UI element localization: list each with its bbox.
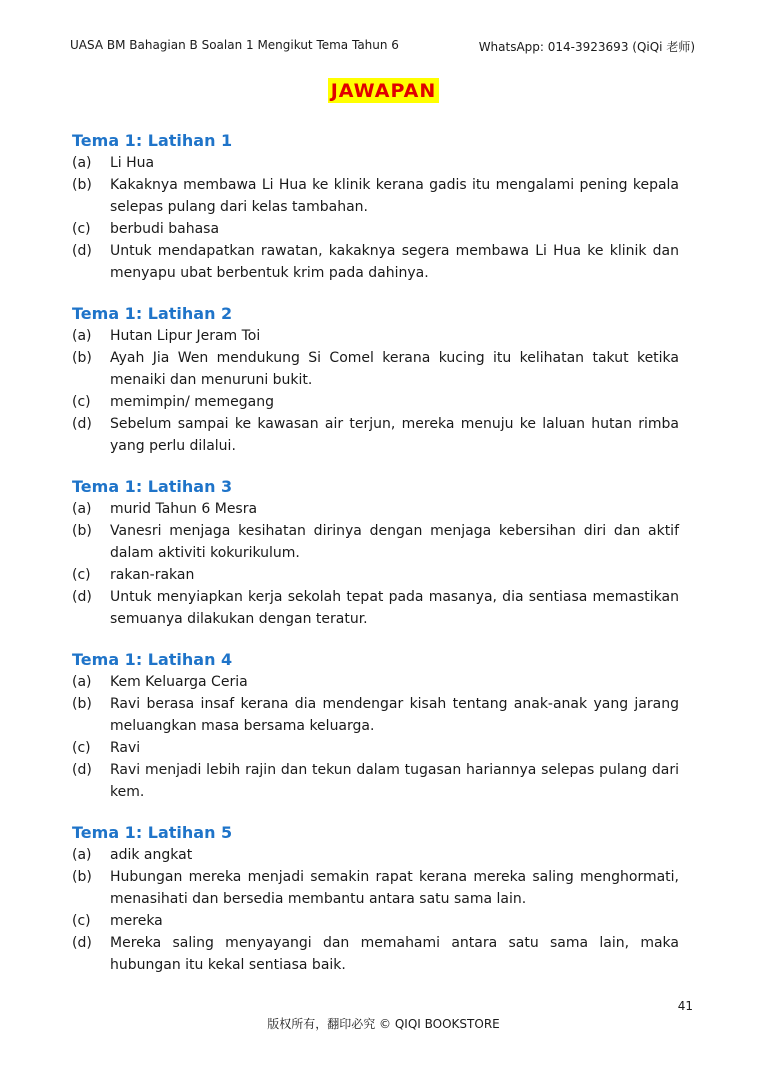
answer-item <box>72 413 679 457</box>
answer-item <box>72 844 679 866</box>
answer-item <box>72 520 679 564</box>
header-contact: WhatsApp: 014-3923693 (QiQi 老师) <box>478 40 695 54</box>
section-title: Tema 1: Latihan 1 <box>72 131 233 150</box>
answer-text: Ayah Jia Wen mendukung Si Comel kerana kucing itu kelihatan takut ketika menaiki dan menuruni bukit. <box>110 350 679 388</box>
answer-item <box>72 737 679 759</box>
section-title: Tema 1: Latihan 3 <box>72 477 233 496</box>
answer-text: mereka <box>110 913 163 929</box>
answer-text: Kakaknya membawa Li Hua ke klinik kerana gadis itu mengalami pening kepala selepas pulang dari kelas tambahan. <box>110 177 679 215</box>
answer-item <box>72 866 679 910</box>
answer-item <box>72 240 679 284</box>
answer-text: Sebelum sampai ke kawasan air terjun, mereka menuju ke laluan hutan rimba yang perlu dilalui. <box>110 416 679 454</box>
answer-label: (b) <box>72 177 92 193</box>
answer-text: Ravi <box>110 740 141 756</box>
answer-item <box>72 910 679 932</box>
answer-section <box>72 130 679 284</box>
answer-item <box>72 671 679 693</box>
answer-label: (d) <box>72 416 92 432</box>
header-book-title: UASA BM Bahagian B Soalan 1 Mengikut Tema Tahun 6 <box>70 38 399 52</box>
answer-text: adik angkat <box>110 847 193 863</box>
answer-section <box>72 649 679 803</box>
answer-item <box>72 932 679 976</box>
answer-item <box>72 218 679 240</box>
answer-item <box>72 586 679 630</box>
answer-content <box>72 130 679 995</box>
answer-label: (b) <box>72 869 92 885</box>
answer-label: (a) <box>72 847 92 863</box>
answer-label: (a) <box>72 328 92 344</box>
section-title: Tema 1: Latihan 5 <box>72 823 233 842</box>
answer-text: Untuk mendapatkan rawatan, kakaknya segera membawa Li Hua ke klinik dan menyapu ubat berbentuk krim pada dahinya. <box>110 243 679 281</box>
answer-text: rakan-rakan <box>110 567 195 583</box>
answer-item <box>72 347 679 391</box>
answer-text: Hutan Lipur Jeram Toi <box>110 328 261 344</box>
answer-label: (c) <box>72 394 91 410</box>
section-title: Tema 1: Latihan 2 <box>72 304 233 323</box>
answer-title-wrapper <box>0 78 767 103</box>
answer-label: (d) <box>72 762 92 778</box>
answer-text: Ravi berasa insaf kerana dia mendengar kisah tentang anak-anak yang jarang meluangkan masa bersama keluarga. <box>110 696 679 734</box>
answer-item <box>72 391 679 413</box>
answer-text: Kem Keluarga Ceria <box>110 674 248 690</box>
answer-label: (a) <box>72 501 92 517</box>
copyright-footer: 版权所有，翻印必究 © QIQI BOOKSTORE <box>267 1017 500 1031</box>
answer-item <box>72 564 679 586</box>
answer-label: (c) <box>72 913 91 929</box>
answer-label: (a) <box>72 674 92 690</box>
answer-item <box>72 325 679 347</box>
answer-label: (d) <box>72 589 92 605</box>
answer-label: (d) <box>72 243 92 259</box>
answer-text: berbudi bahasa <box>110 221 220 237</box>
answer-text: murid Tahun 6 Mesra <box>110 501 258 517</box>
answer-text: Untuk menyiapkan kerja sekolah tepat pada masanya, dia sentiasa memastikan semuanya dilakukan dengan teratur. <box>110 589 679 627</box>
answer-label: (b) <box>72 350 92 366</box>
answer-text: Li Hua <box>110 155 155 171</box>
answer-text: Ravi menjadi lebih rajin dan tekun dalam tugasan hariannya selepas pulang dari kem. <box>110 762 679 800</box>
answer-item <box>72 759 679 803</box>
answer-label: (d) <box>72 935 92 951</box>
page-number: 41 <box>677 999 693 1013</box>
answer-item <box>72 498 679 520</box>
answer-label: (b) <box>72 523 92 539</box>
answer-item <box>72 693 679 737</box>
answer-label: (c) <box>72 740 91 756</box>
answer-item <box>72 174 679 218</box>
answer-text: memimpin/ memegang <box>110 394 274 410</box>
answer-section <box>72 822 679 976</box>
answer-label: (a) <box>72 155 92 171</box>
answer-title: JAWAPAN <box>328 78 440 103</box>
answer-item <box>72 152 679 174</box>
answer-section <box>72 476 679 630</box>
answer-label: (c) <box>72 567 91 583</box>
answer-label: (b) <box>72 696 92 712</box>
answer-label: (c) <box>72 221 91 237</box>
answer-section <box>72 303 679 457</box>
section-title: Tema 1: Latihan 4 <box>72 650 233 669</box>
answer-text: Vanesri menjaga kesihatan dirinya dengan menjaga kebersihan diri dan aktif dalam aktiviti kokurikulum. <box>110 523 679 561</box>
answer-text: Hubungan mereka menjadi semakin rapat kerana mereka saling menghormati, menasihati dan bersedia membantu antara satu sama lain. <box>110 869 679 907</box>
answer-text: Mereka saling menyayangi dan memahami antara satu sama lain, maka hubungan itu kekal sentiasa baik. <box>110 935 679 973</box>
